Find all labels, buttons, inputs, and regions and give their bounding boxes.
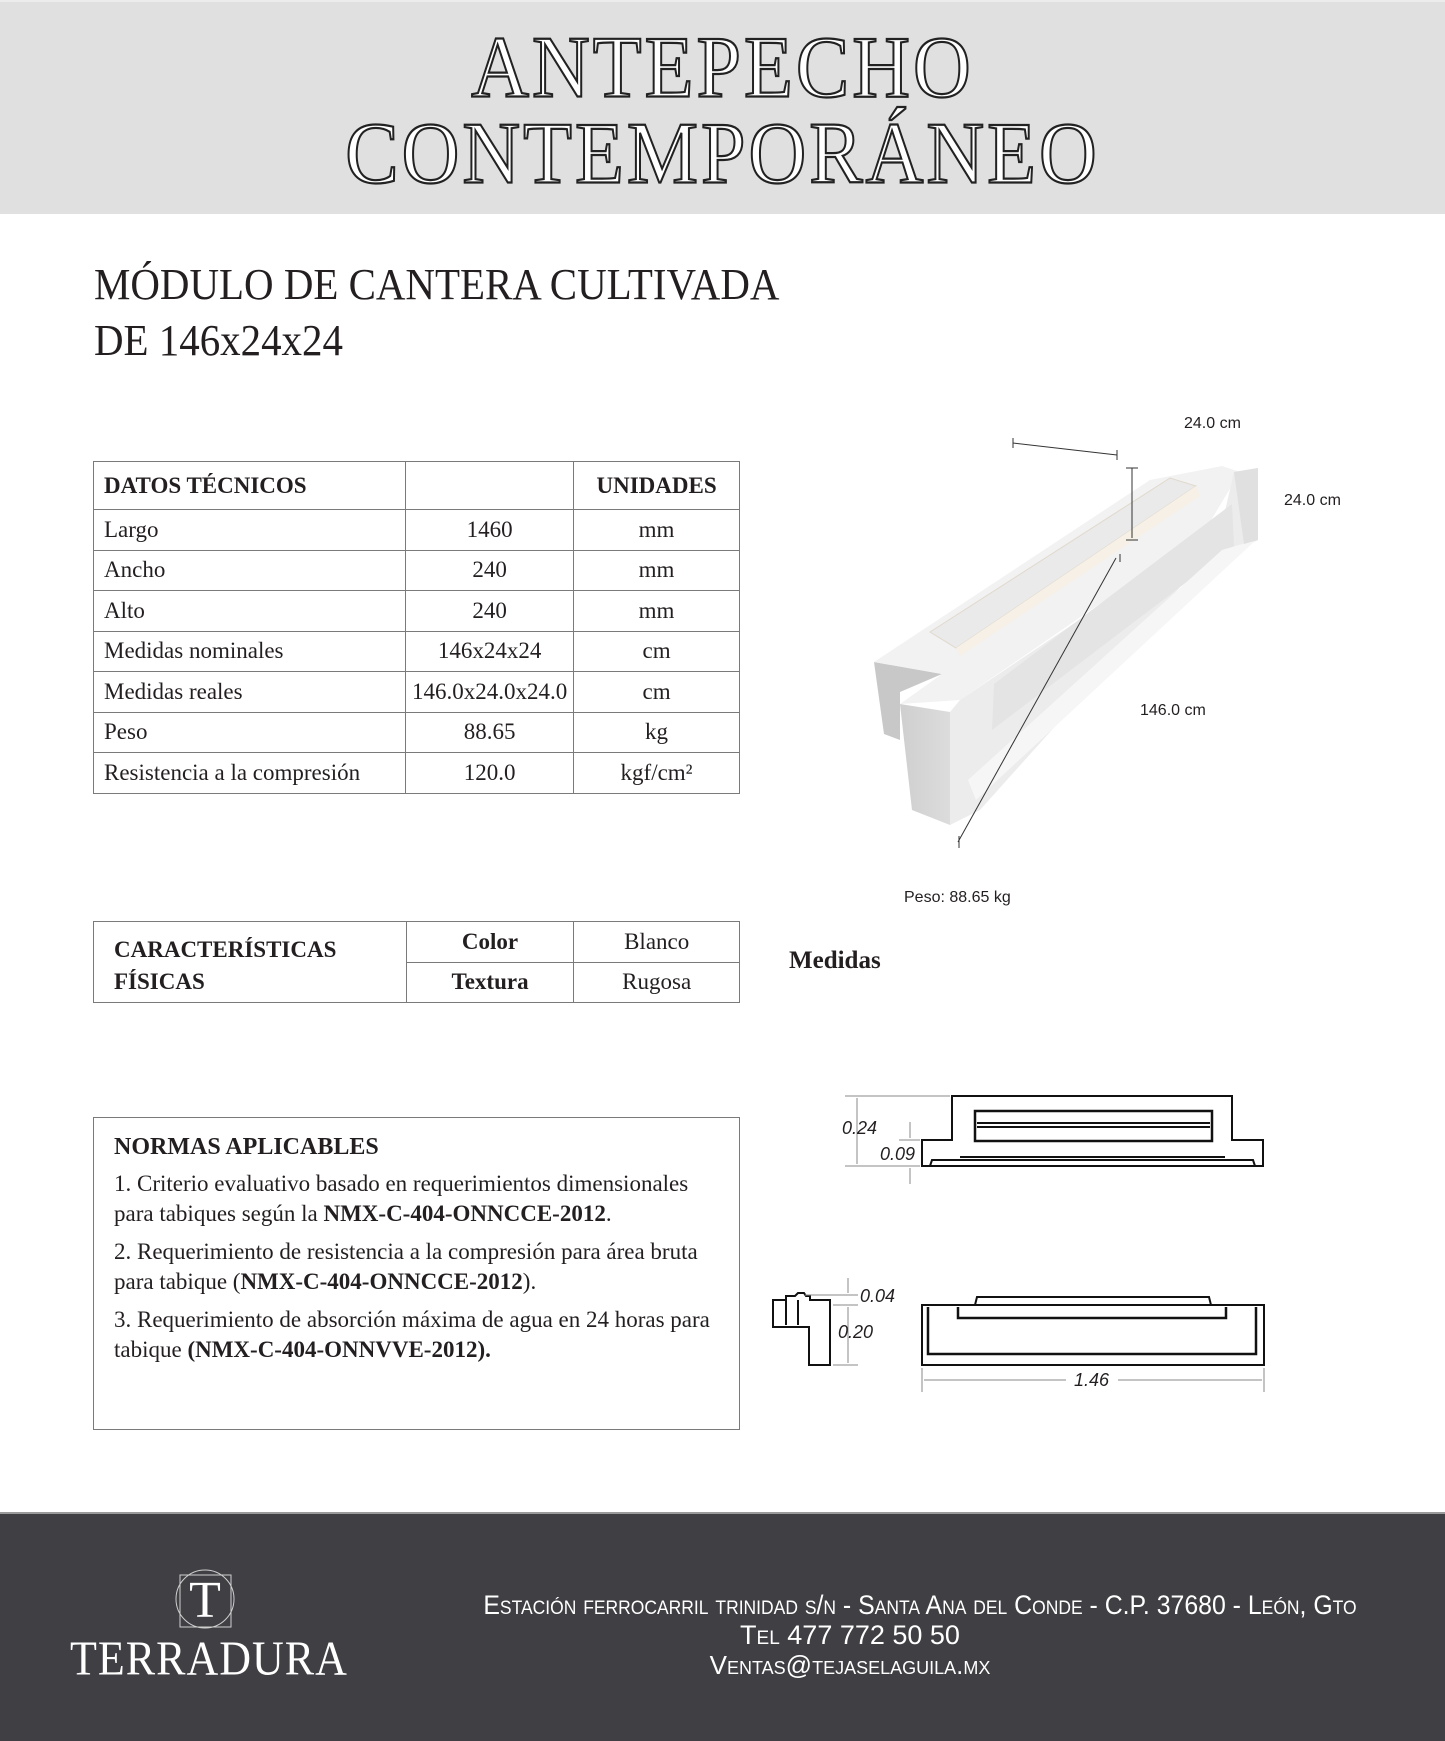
physical-characteristics-table: [93, 921, 740, 1003]
medidas-label: Medidas: [789, 947, 881, 974]
header-datos-tecnicos: DATOS TÉCNICOS: [94, 462, 406, 510]
applicable-standards-box: [93, 1117, 740, 1430]
property-color: Color: [406, 922, 574, 963]
row-unit: mm: [574, 591, 740, 632]
standard-text: 2. Requerimiento de resistencia a la compresión para área bruta para tabique (: [114, 1239, 698, 1294]
length-dimension-label: 146.0 cm: [1140, 702, 1206, 719]
standard-suffix: .: [605, 1201, 612, 1226]
row-label: Ancho: [94, 550, 406, 591]
table-row: [94, 631, 740, 672]
brand-name: TERRADURA: [70, 1631, 348, 1686]
row-unit: mm: [574, 510, 740, 551]
property-texture: Textura: [406, 962, 574, 1003]
characteristics-title: [94, 922, 407, 1003]
row-value: 146x24x24: [406, 631, 574, 672]
row-label: Medidas reales: [94, 672, 406, 713]
standard-item: [114, 1237, 719, 1297]
standard-text: 1. Criterio evaluativo basado en requerimientos dimensionales para tabiques según la: [114, 1171, 689, 1226]
row-label: Resistencia a la compresión: [94, 753, 406, 794]
row-unit: kgf/cm²: [574, 753, 740, 794]
dim-base-height: 0.09: [880, 1144, 916, 1164]
standard-suffix: ).: [522, 1269, 537, 1294]
table-header-row: [94, 462, 740, 510]
weight-label: Peso: 88.65 kg: [904, 889, 1011, 906]
footer-phone: Tel 477 772 50 50: [740, 1620, 960, 1650]
row-unit: cm: [574, 631, 740, 672]
row-label: Medidas nominales: [94, 631, 406, 672]
row-unit: kg: [574, 712, 740, 753]
dim-total-height: 0.24: [842, 1118, 878, 1138]
product-subtitle-line1: MÓDULO DE CANTERA CULTIVADA: [94, 260, 780, 309]
row-unit: cm: [574, 672, 740, 713]
standard-item: [114, 1305, 719, 1365]
header-value: [406, 462, 574, 510]
standard-code: NMX-C-404-ONNCCE-2012: [323, 1201, 606, 1226]
page-title-line1: ANTEPECHO: [471, 19, 974, 117]
footer-address: Estación ferrocarril trinidad s/n - Santa Ana del Conde - C.P. 37680 - León, Gto: [483, 1590, 1357, 1620]
dim-length: 1.46: [1074, 1370, 1110, 1390]
header-band: [0, 0, 1445, 214]
row-unit: mm: [574, 550, 740, 591]
table-row: [94, 753, 740, 794]
value-color: Blanco: [574, 922, 740, 963]
row-value: 1460: [406, 510, 574, 551]
table-row: [94, 922, 740, 963]
table-row: [94, 550, 740, 591]
row-label: Largo: [94, 510, 406, 551]
row-value: 88.65: [406, 712, 574, 753]
row-label: Peso: [94, 712, 406, 753]
value-texture: Rugosa: [574, 962, 740, 1003]
table-row: [94, 712, 740, 753]
footer-email[interactable]: Ventas@tejaselaguila.mx: [709, 1650, 991, 1680]
height-dimension-label: 24.0 cm: [1284, 492, 1341, 509]
logo-letter: T: [189, 1572, 221, 1629]
standard-code: (NMX-C-404-ONNVVE-2012).: [187, 1337, 491, 1362]
dim-top-height: 0.04: [860, 1286, 896, 1306]
characteristics-title-line2: FÍSICAS: [114, 969, 205, 994]
product-subtitle-line2: DE 146x24x24: [94, 316, 343, 365]
table-row: [94, 510, 740, 551]
row-value: 146.0x24.0x24.0: [406, 672, 574, 713]
header-unidades: UNIDADES: [574, 462, 740, 510]
parapet-block-illustration: [860, 400, 1360, 920]
table-row: [94, 672, 740, 713]
standard-text: 3. Requerimiento de absorción máxima de agua en 24 horas para tabique: [114, 1307, 710, 1362]
dim-body-height: 0.20: [838, 1322, 874, 1342]
row-value: 120.0: [406, 753, 574, 794]
standard-item: [114, 1169, 719, 1229]
row-value: 240: [406, 591, 574, 632]
standards-title: NORMAS APLICABLES: [114, 1134, 379, 1160]
product-image: [860, 400, 1360, 920]
technical-drawing: [760, 1080, 1400, 1400]
row-value: 240: [406, 550, 574, 591]
page-title-line2: CONTEMPORÁNEO: [345, 105, 1100, 203]
standard-code: NMX-C-404-ONNCCE-2012: [240, 1269, 523, 1294]
footer: [0, 1512, 1445, 1741]
width-dimension-label: 24.0 cm: [1184, 415, 1241, 432]
row-label: Alto: [94, 591, 406, 632]
technical-data-table: [93, 461, 740, 794]
characteristics-title-line1: CARACTERÍSTICAS: [114, 937, 337, 962]
table-row: [94, 591, 740, 632]
